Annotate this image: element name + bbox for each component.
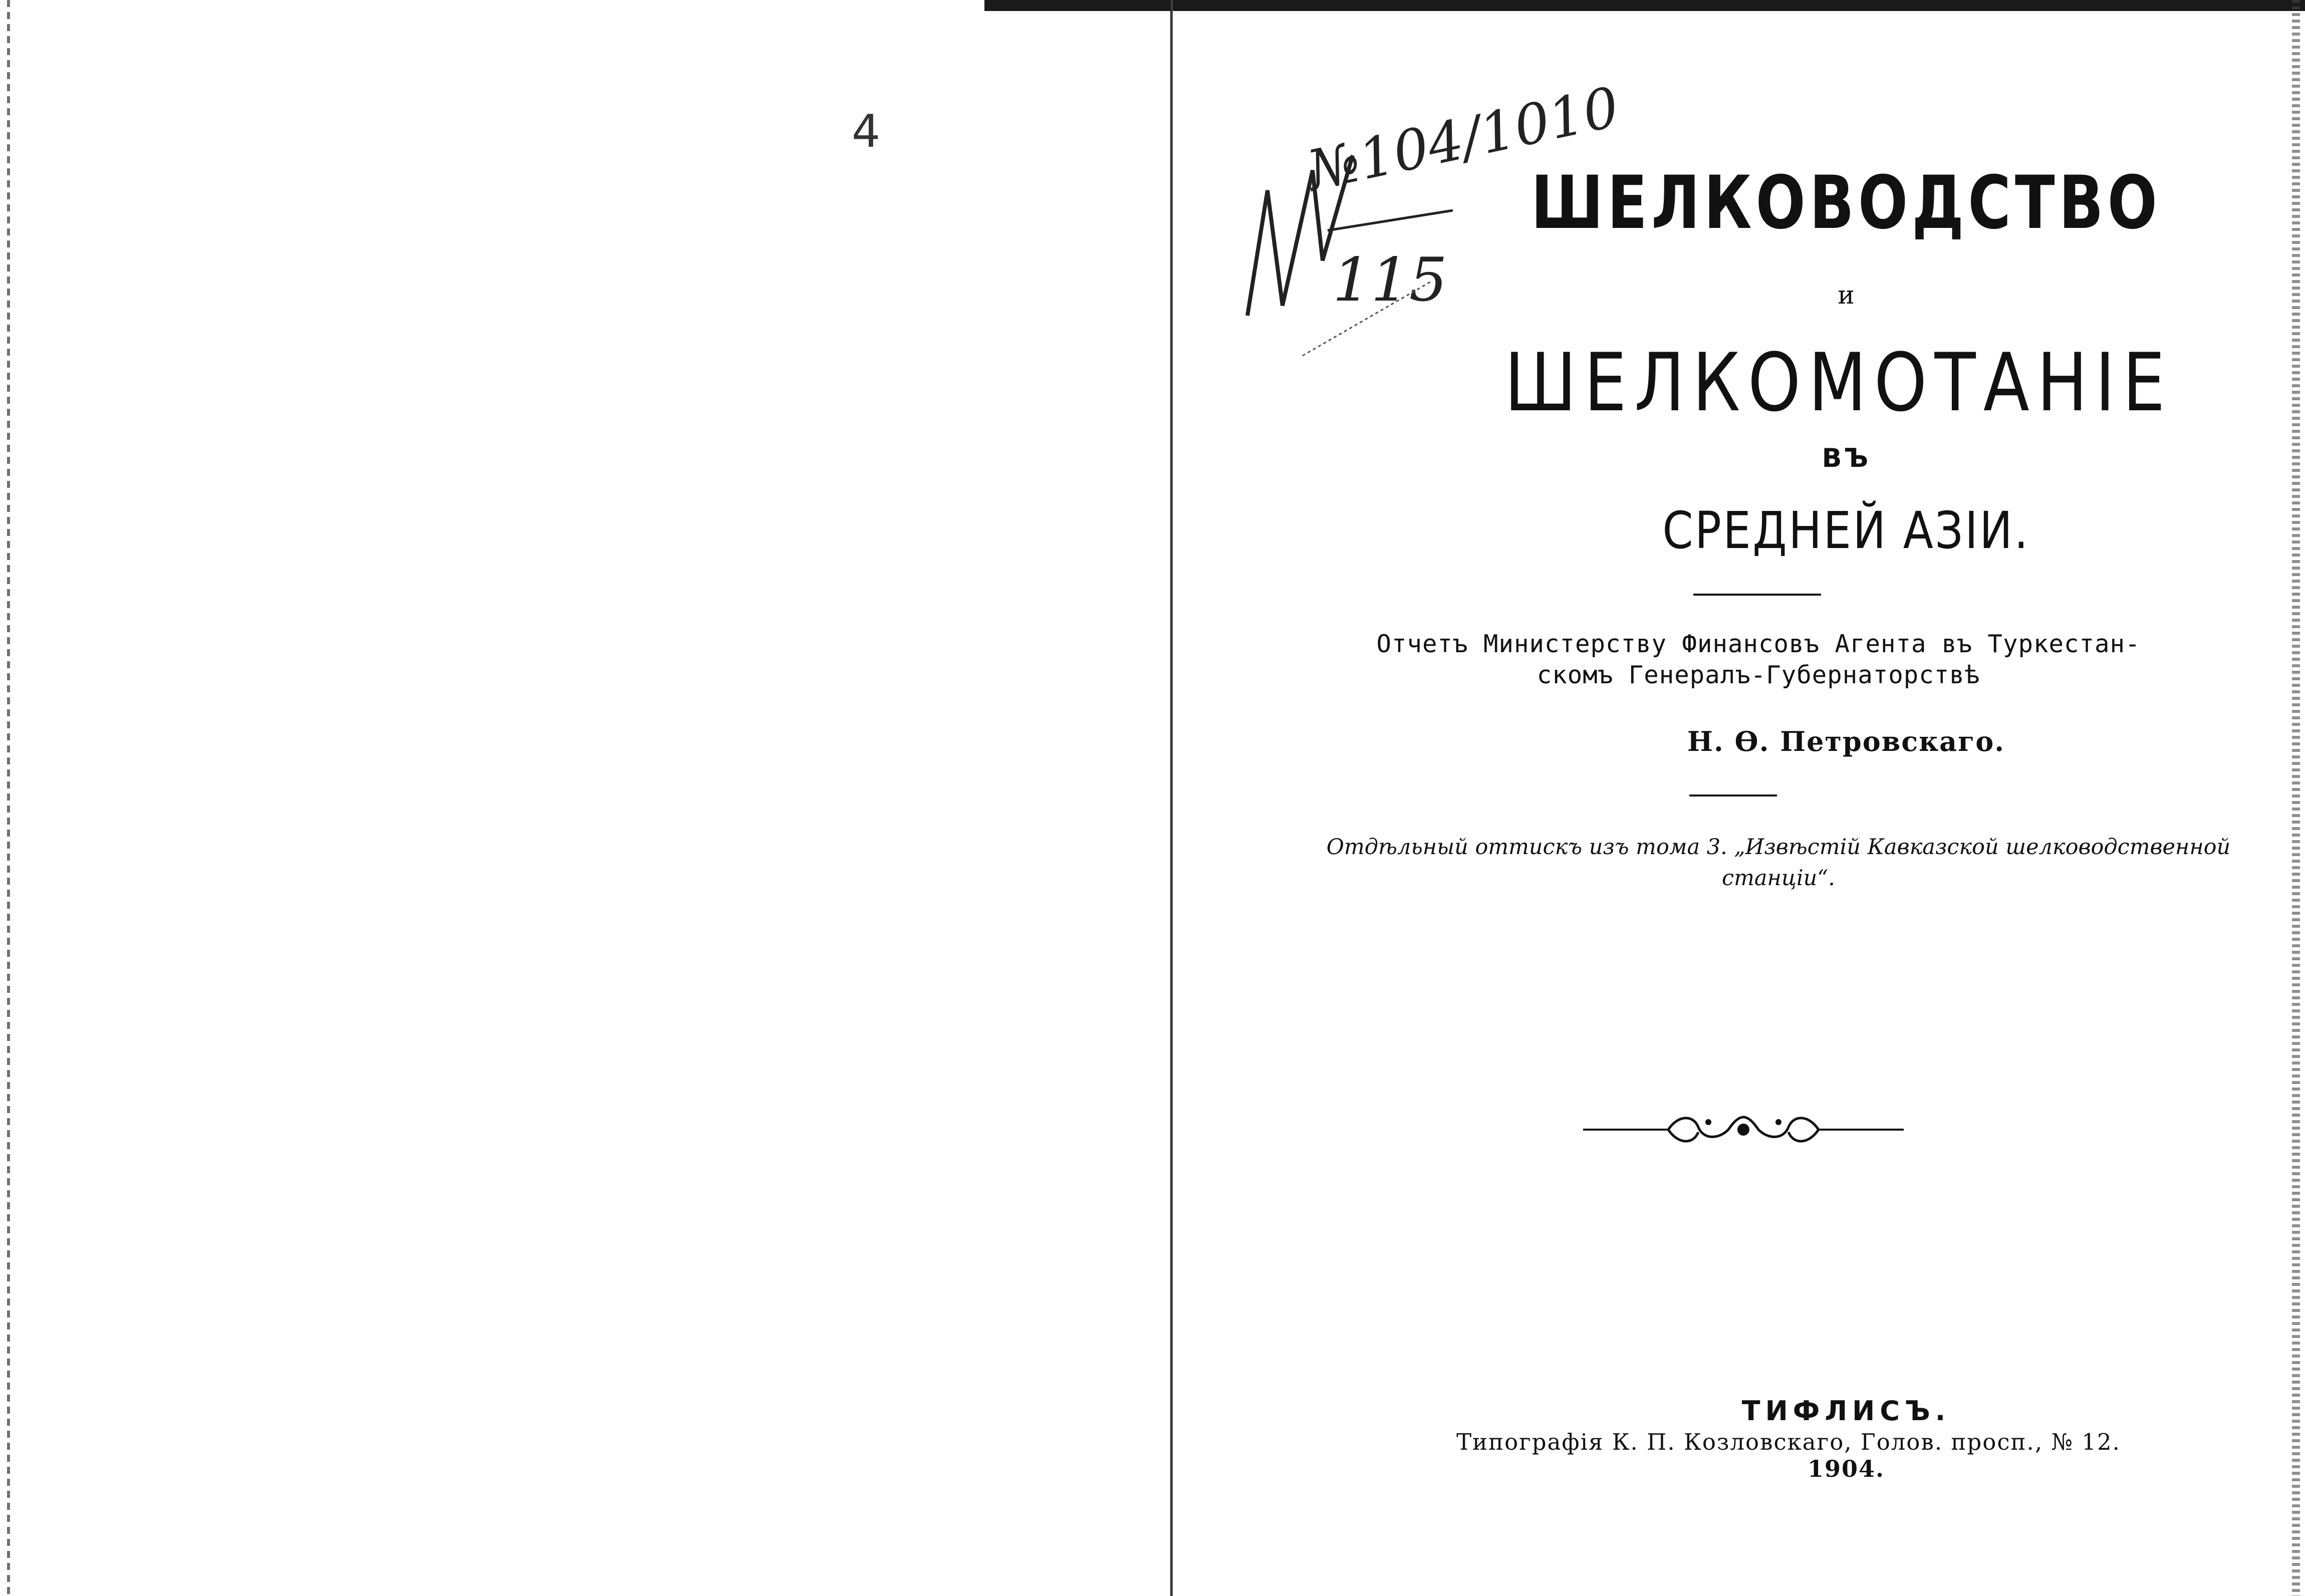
imprint-printer: Типографія К. П. Козловскаго, Голов. просп., № 12. (1456, 1429, 2121, 1455)
divider-rule (1693, 594, 1821, 596)
offprint-line-2: станціи“. (1722, 866, 1835, 891)
report-description (1283, 629, 2234, 691)
divider-rule (1689, 794, 1777, 796)
shelfmark-line2: 115 (1333, 245, 1448, 315)
title-line-2: ШЕЛКОМОТАНІЕ (1504, 336, 2173, 429)
imprint-city: ТИФЛИСЪ. (1741, 1395, 1951, 1427)
author-name: Н. Ѳ. Петровскаго. (1687, 725, 2005, 757)
ornament-icon (1583, 1102, 1904, 1157)
offprint-line-1: Отдѣльный оттискъ изъ тома 3. „Извѣстій Кавказской шелководственной (1326, 835, 2231, 860)
left-page-edge (7, 0, 10, 1596)
right-page-edge (2292, 0, 2300, 1596)
shelfmark-line1: №104/1010 (1302, 75, 1625, 203)
book-gutter (1170, 0, 1173, 1596)
imprint-year: 1904. (1807, 1455, 1885, 1482)
title-line-3: СРЕДНЕЙ АЗІИ. (1662, 501, 2030, 561)
title-preposition: ВЪ (1822, 443, 1871, 473)
pencil-mark: 4 (852, 105, 881, 158)
report-line-1: Отчетъ Министерству Финансовъ Агента въ Туркестан- (1376, 630, 2141, 658)
report-line-2: скомъ Генералъ-Губернаторствѣ (1536, 661, 1980, 689)
offprint-note (1313, 832, 2244, 894)
title-page (1212, 0, 2264, 1596)
title-conjunction: и (1838, 281, 1855, 310)
title-line-1: ШЕЛКОВОДСТВО (1531, 160, 2161, 245)
blank-left-page (0, 0, 1152, 1596)
